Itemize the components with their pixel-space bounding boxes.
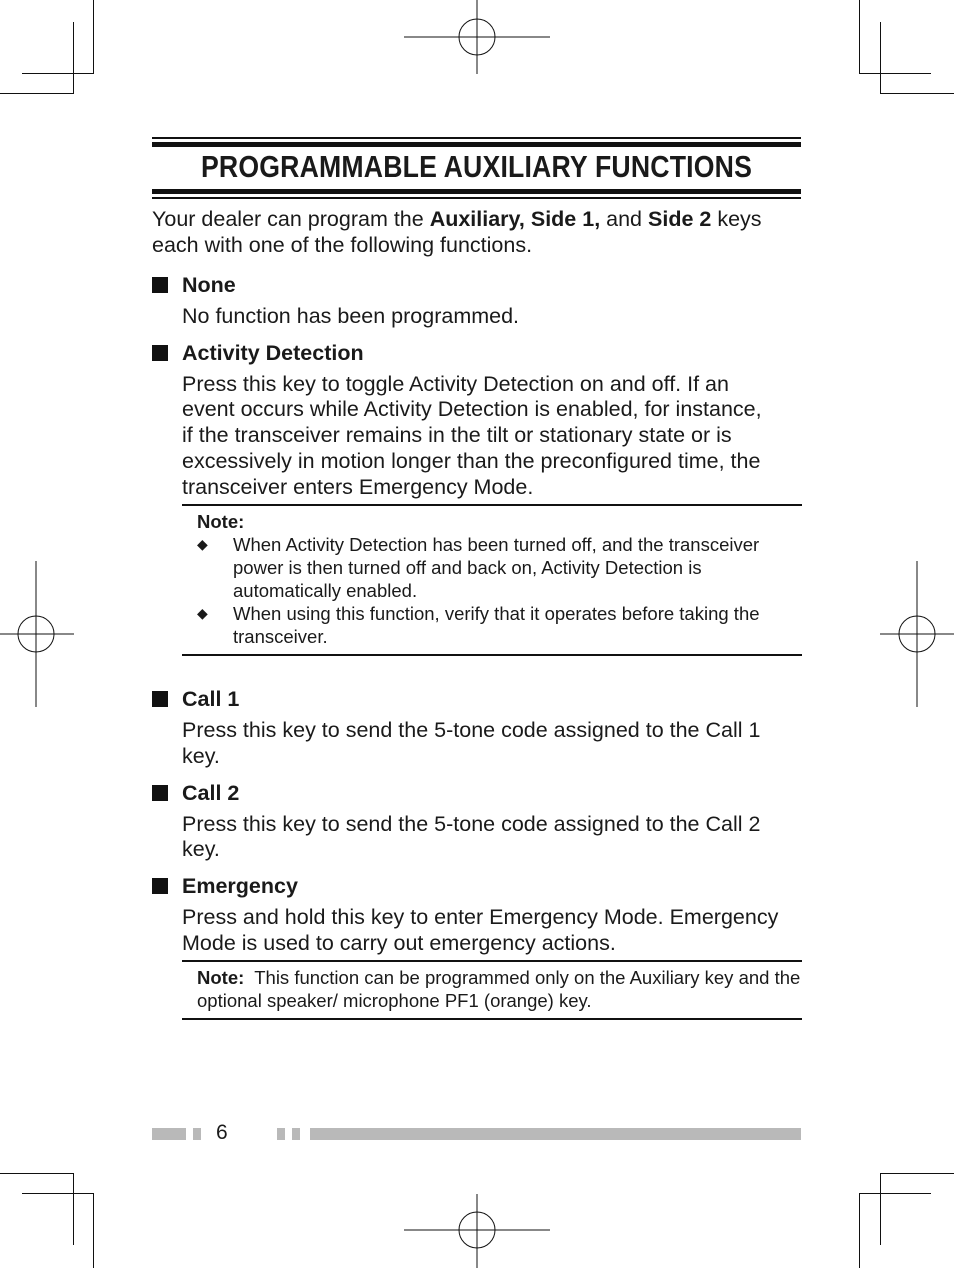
note-label: Note:	[197, 967, 245, 989]
footer-bar	[152, 1128, 186, 1140]
note-item-text: When using this function, verify that it operates before taking the transceiver.	[233, 603, 760, 648]
footer-bar	[193, 1128, 201, 1140]
registration-mark-icon	[404, 1194, 550, 1268]
section-heading: Activity Detection	[182, 340, 364, 365]
square-bullet-icon	[152, 277, 168, 293]
crop-mark	[880, 1173, 881, 1245]
intro-paragraph	[152, 206, 802, 258]
section-call-2	[152, 780, 802, 863]
intro-bold-keys: Auxiliary, Side 1,	[429, 207, 601, 231]
crop-mark	[881, 1173, 954, 1174]
section-call-1	[152, 686, 802, 769]
crop-mark	[93, 1194, 94, 1268]
diamond-bullet-icon: ◆	[197, 536, 208, 553]
registration-mark-icon	[880, 561, 954, 707]
note-item	[197, 533, 802, 602]
note-box	[182, 504, 802, 656]
square-bullet-icon	[152, 785, 168, 801]
section-heading: Call 1	[182, 687, 240, 712]
divider	[152, 142, 801, 147]
page-title: PROGRAMMABLE AUXILIARY FUNCTIONS	[200, 149, 753, 184]
crop-mark	[0, 93, 73, 94]
intro-text: Your dealer can program the	[152, 207, 430, 231]
divider	[152, 137, 801, 139]
intro-bold-side2: Side 2	[648, 207, 712, 231]
footer-bar	[277, 1128, 285, 1140]
section-heading: Emergency	[182, 874, 298, 899]
section-emergency	[152, 873, 802, 1020]
crop-mark	[881, 93, 954, 94]
note-text: This function can be programmed only on the Auxiliary key and the optional speaker/ microphone PF1 (orange) key.	[197, 967, 801, 1012]
note-item-text: When Activity Detection has been turned off, and the transceiver power is then turned off and back on, Activity Detection is automatically enabled.	[233, 534, 760, 602]
note-item	[197, 602, 802, 648]
intro-text: keys each with one of the following functions.	[152, 207, 762, 257]
square-bullet-icon	[152, 878, 168, 894]
diamond-bullet-icon: ◆	[197, 605, 208, 622]
crop-mark	[0, 1173, 73, 1174]
note-label: Note:	[197, 511, 245, 533]
page-number: 6	[216, 1121, 228, 1144]
crop-mark	[859, 0, 860, 73]
section-heading: None	[182, 273, 236, 297]
section-body: Press this key to toggle Activity Detection on and off. If an event occurs while Activity Detection is enabled, for instance, if the transceiver remains in the tilt or stationary state or is excessively in motion longer than the preconfigured time, the transceiver enters Emergency Mode.	[182, 371, 762, 499]
square-bullet-icon	[152, 345, 168, 361]
divider	[152, 189, 801, 194]
crop-mark	[859, 73, 931, 74]
section-body: Press and hold this key to enter Emergency Mode. Emergency Mode is used to carry out emergency actions.	[182, 905, 779, 955]
crop-mark	[859, 1194, 860, 1268]
registration-mark-icon	[0, 561, 74, 707]
page-footer	[152, 1122, 802, 1144]
section-body: No function has been programmed.	[182, 304, 520, 328]
crop-mark	[880, 22, 881, 94]
section-body: Press this key to send the 5-tone code assigned to the Call 1 key.	[182, 718, 761, 768]
crop-mark	[93, 0, 94, 73]
divider	[152, 197, 801, 199]
registration-mark-icon	[404, 0, 550, 74]
section-heading: Call 2	[182, 780, 240, 805]
title-block	[152, 137, 801, 199]
section-activity-detection	[152, 340, 802, 657]
intro-text: and	[600, 207, 648, 231]
section-body: Press this key to send the 5-tone code assigned to the Call 2 key.	[182, 811, 761, 862]
section-none	[152, 272, 802, 330]
footer-bar	[310, 1128, 801, 1140]
crop-mark	[859, 1193, 931, 1194]
crop-mark	[73, 22, 74, 94]
footer-bar	[292, 1128, 300, 1140]
crop-mark	[22, 1193, 94, 1194]
crop-mark	[22, 73, 94, 74]
main-content	[152, 206, 802, 1030]
crop-mark	[73, 1173, 74, 1245]
note-box	[182, 960, 802, 1020]
square-bullet-icon	[152, 691, 168, 707]
